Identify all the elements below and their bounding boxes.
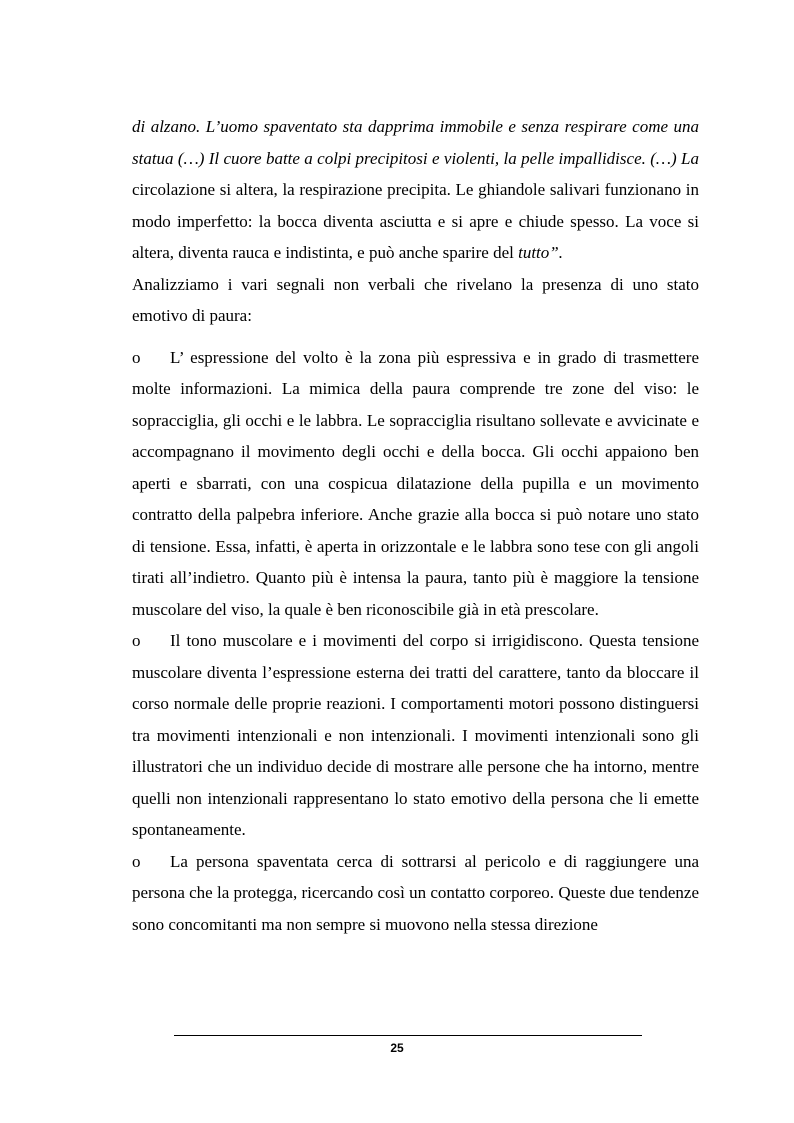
- bullet-marker: o: [132, 347, 141, 367]
- list-item: [132, 625, 699, 846]
- intro-paragraph: Analizziamo i vari segnali non verbali che rivelano la presenza di uno stato emotivo di paura:: [132, 274, 699, 325]
- list-item: [132, 342, 699, 626]
- footer-divider: [174, 1035, 642, 1036]
- quote-continuation-text: circolazione si altera, la respirazione precipita. Le ghiandole salivari funzionano in modo imperfetto: la bocca diventa asciutta e si apre e chiude spesso. La voce si altera, diventa rauca e indistinta, e può anche sparire del: [132, 180, 699, 262]
- quote-paragraph: [132, 111, 699, 269]
- list-item-text: L’ espressione del volto è la zona più espressiva e in grado di trasmettere molte informazioni. La mimica della paura comprende tre zone del viso: le sopracciglia, gli occhi e le labbra. Le sopracciglia risultano sollevate e avvicinate e accompagnano il movimento degli occhi e della bocca. Gli occhi appaiono ben aperti e sbarrati, con una cospicua dilatazione della pupilla e un movimento contratto della palpebra inferiore. Anche grazie alla bocca si può notare uno stato di tensione. Essa, infatti, è aperta in orizzontale e le labbra sono tese con gli angoli tirati all’indietro. Quanto più è intensa la paura, tanto più è maggiore la tensione muscolare del viso, la quale è ben riconoscibile già in età prescolare.: [132, 347, 699, 619]
- bullet-marker: o: [132, 631, 141, 650]
- bullet-marker: o: [132, 851, 141, 871]
- quote-italic-text: di alzano. L’uomo spaventato sta dapprima immobile e senza respirare come una statua (…) Il cuore batte a colpi precipitosi e violenti, la pelle impallidisce. (…) La: [132, 117, 699, 168]
- list-item-text: La persona spaventata cerca di sottrarsi al pericolo e di raggiungere una persona che la protegga, ricercando così un contatto corporeo. Queste due tendenze sono concomitanti ma non sempre si muovono nella stessa direzione: [132, 851, 699, 934]
- page-number: 25: [390, 1041, 404, 1055]
- list-item: [132, 846, 699, 941]
- list-item-text: Il tono muscolare e i movimenti del corpo si irrigidiscono. Questa tensione muscolare diventa l’espressione esterna dei tratti del carattere, tanto da bloccare il corso normale delle proprie reazioni. I comportamenti motori possono distinguersi tra movimenti intenzionali e non intenzionali. I movimenti intenzionali sono gli illustratori che un individuo decide di mostrare alle persone che ha intorno, mentre quelli non intenzionali rappresentano lo stato emotivo della persona che li emette spontaneamente.: [132, 631, 699, 839]
- page-body: [132, 111, 699, 940]
- quote-ending-text: tutto”.: [518, 243, 563, 262]
